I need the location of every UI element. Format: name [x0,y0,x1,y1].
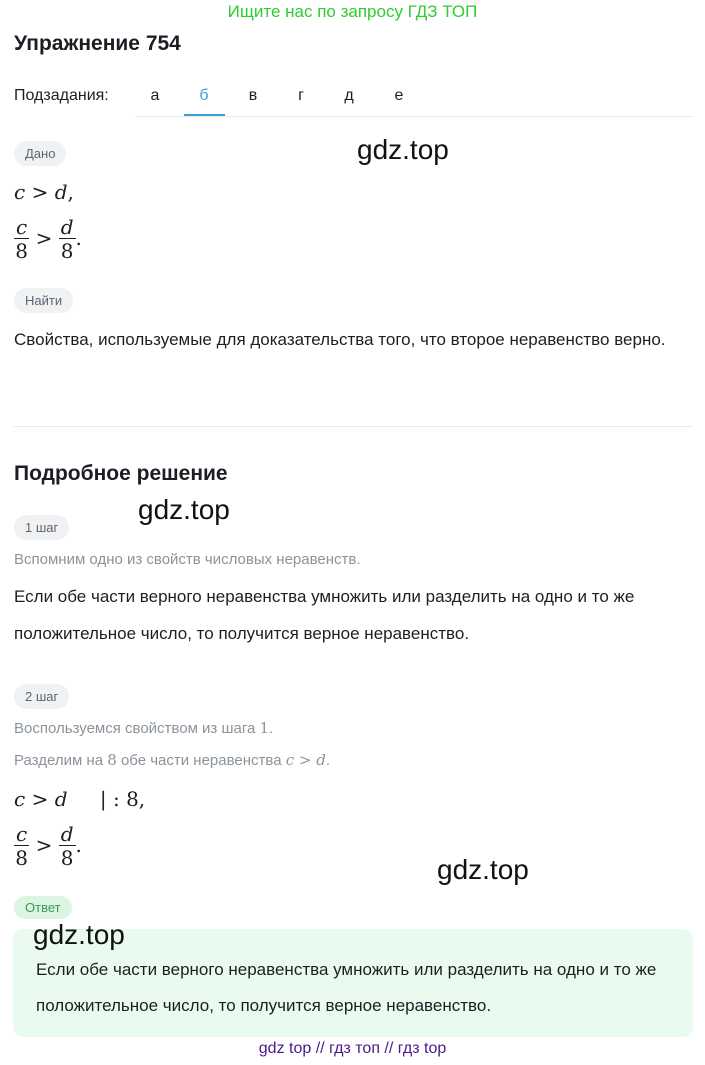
step2-line-1: c > d | : 8, [14,787,146,811]
fraction: $\frac{d}{8}$ [60,215,74,263]
step2-line-2: $\frac{c}{8}$ > $\frac{d}{8}$ . [15,822,82,870]
given-line-1: c > d, [14,180,74,204]
active-tab-indicator [184,114,225,116]
tabs-divider [135,116,693,117]
top-banner: Ищите нас по запросу ГДЗ ТОП [227,2,478,21]
step2-note-2: Разделим на 8 обе части неравенства c > d. [14,751,330,769]
watermark: gdz.top [437,854,529,885]
given-pill: Дано [14,141,66,166]
given-section [14,141,66,166]
answer-pill: Ответ [14,896,72,919]
step1-note: Вспомним одно из свойств числовых неравенств. [14,551,361,568]
tab-g[interactable]: г [298,87,304,104]
section-divider [14,426,693,427]
fraction: $\frac{d}{8}$ [60,822,74,870]
find-text: Свойства, используемые для доказательства того, что второе неравенство верно. [14,330,666,349]
footer-links[interactable]: gdz top // гдз топ // гдз top [258,1040,447,1057]
step2-note-1: Воспользуемся свойством из шага 1. [14,719,274,737]
fraction: $\frac{c}{8}$ [15,215,28,263]
tab-a[interactable]: а [150,87,160,104]
watermark: gdz.top [138,494,230,525]
step1-text: Если обе части верного неравенства умножить или разделить на одно и то же положительное число, то получится верное неравенство. [14,587,635,643]
step2-pill: 2 шаг [14,684,69,709]
fraction: $\frac{c}{8}$ [15,822,28,870]
tab-v[interactable]: в [248,87,258,104]
subtasks-label: Подзадания: [14,87,109,104]
tab-b[interactable]: б [199,87,209,104]
given-line-2: $\frac{c}{8}$ > $\frac{d}{8}$ . [15,215,82,263]
watermark: gdz.top [357,134,449,165]
watermark: gdz.top [33,919,125,950]
tab-e[interactable]: е [394,87,404,104]
find-pill: Найти [14,288,73,313]
step1-pill: 1 шаг [14,515,69,540]
page-title: Упражнение 754 [14,32,181,55]
answer-text: Если обе части верного неравенства умножить или разделить на одно и то же положительное число, то получится верное неравенство. [36,960,657,1015]
solution-heading: Подробное решение [14,462,228,485]
tab-d[interactable]: д [344,87,354,104]
